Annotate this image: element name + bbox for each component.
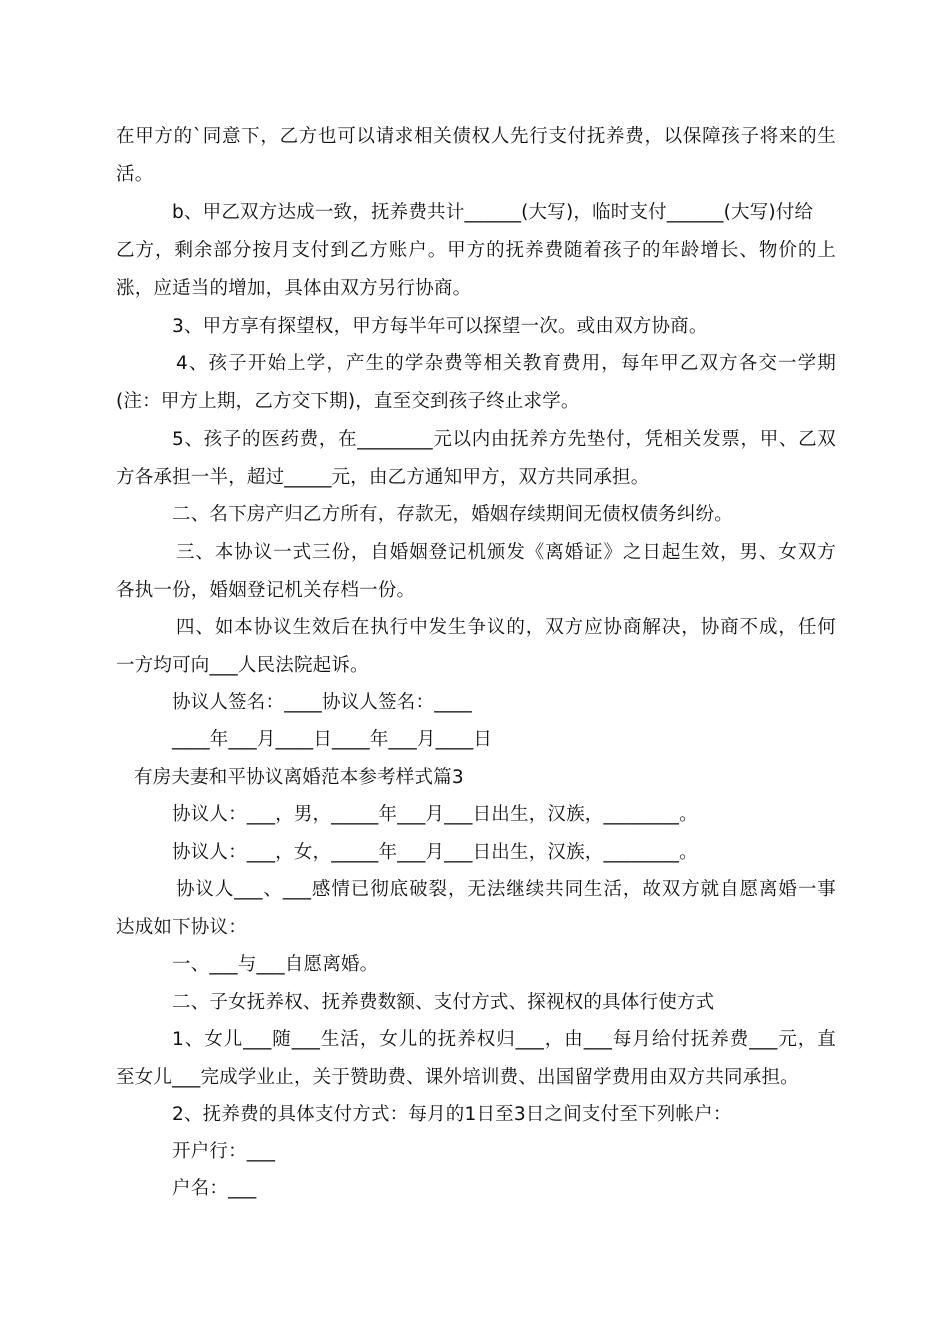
paragraph-line: 5、孩子的医药费，在________元以内由抚养方先垫付，凭相关发票，甲、乙双 [172,429,836,450]
section-heading: 有房夫妻和平协议离婚范本参考样式篇3 [134,767,464,788]
paragraph-line: 二、子女抚养权、抚养费数额、支付方式、探视权的具体行使方式 [172,992,715,1013]
paragraph-line: 1、女儿___随___生活，女儿的抚养权归___，由___每月给付抚养费___元，直 [172,1029,836,1050]
paragraph-line: 在甲方的`同意下，乙方也可以请求相关债权人先行支付抚养费，以保障孩子将来的生 [116,126,836,147]
paragraph-line: (注：甲方上期，乙方交下期)，直至交到孩子终止求学。 [116,391,580,412]
paragraph-line: 达成如下协议： [116,917,247,938]
paragraph-line: 2、抚养费的具体支付方式：每月的1日至3日之间支付至下列帐户： [172,1104,732,1125]
paragraph-line: 乙方，剩余部分按月支付到乙方账户。甲方的抚养费随着孩子的年龄增长、物价的上 [116,240,836,261]
bank-line: 开户行：___ [172,1141,276,1162]
paragraph-line: 活。 [116,164,154,185]
paragraph-line: 3、甲方享有探望权，甲方每半年可以探望一次。或由双方协商。 [172,316,708,337]
date-line: ____年___月____日____年___月____日 [172,729,493,750]
account-name-line: 户名：___ [172,1178,257,1199]
paragraph-line: 二、名下房产归乙方所有，存款无，婚姻存续期间无债权债务纠纷。 [172,504,734,525]
paragraph-line: 四、如本协议生效后在执行中发生争议的，双方应协商解决，协商不成，任何 [176,617,836,638]
paragraph-line: 一、___与___自愿离婚。 [172,954,379,975]
paragraph-line: 4、孩子开始上学，产生的学杂费等相关教育费用，每年甲乙双方各交一学期 [176,353,836,374]
paragraph-line: 涨，应适当的增加，具体由双方另行协商。 [116,278,472,299]
party-line: 协议人：___，女，_____年___月___日出生，汉族，________。 [172,842,698,863]
paragraph-line: 各执一份，婚姻登记机关存档一份。 [116,580,416,601]
paragraph-line: 至女儿___完成学业止，关于赞助费、课外培训费、出国留学费用由双方共同承担。 [116,1067,799,1088]
signature-line: 协议人签名：____协议人签名：____ [172,692,473,713]
paragraph-line: 方各承担一半，超过_____元，由乙方通知甲方，双方共同承担。 [116,467,650,488]
paragraph-line: 三、本协议一式三份，自婚姻登记机颁发《离婚证》之日起生效，男、女双方 [176,542,836,563]
party-line: 协议人：___，男，_____年___月___日出生，汉族，________。 [172,804,698,825]
paragraph-line: b、甲乙双方达成一致，抚养费共计______(大写)，临时支付______(大写)付给 [172,202,814,223]
paragraph-line: 一方均可向___人民法院起诉。 [116,655,369,676]
paragraph-line: 协议人___、___感情已彻底破裂，无法继续共同生活，故双方就自愿离婚一事 [176,879,836,900]
